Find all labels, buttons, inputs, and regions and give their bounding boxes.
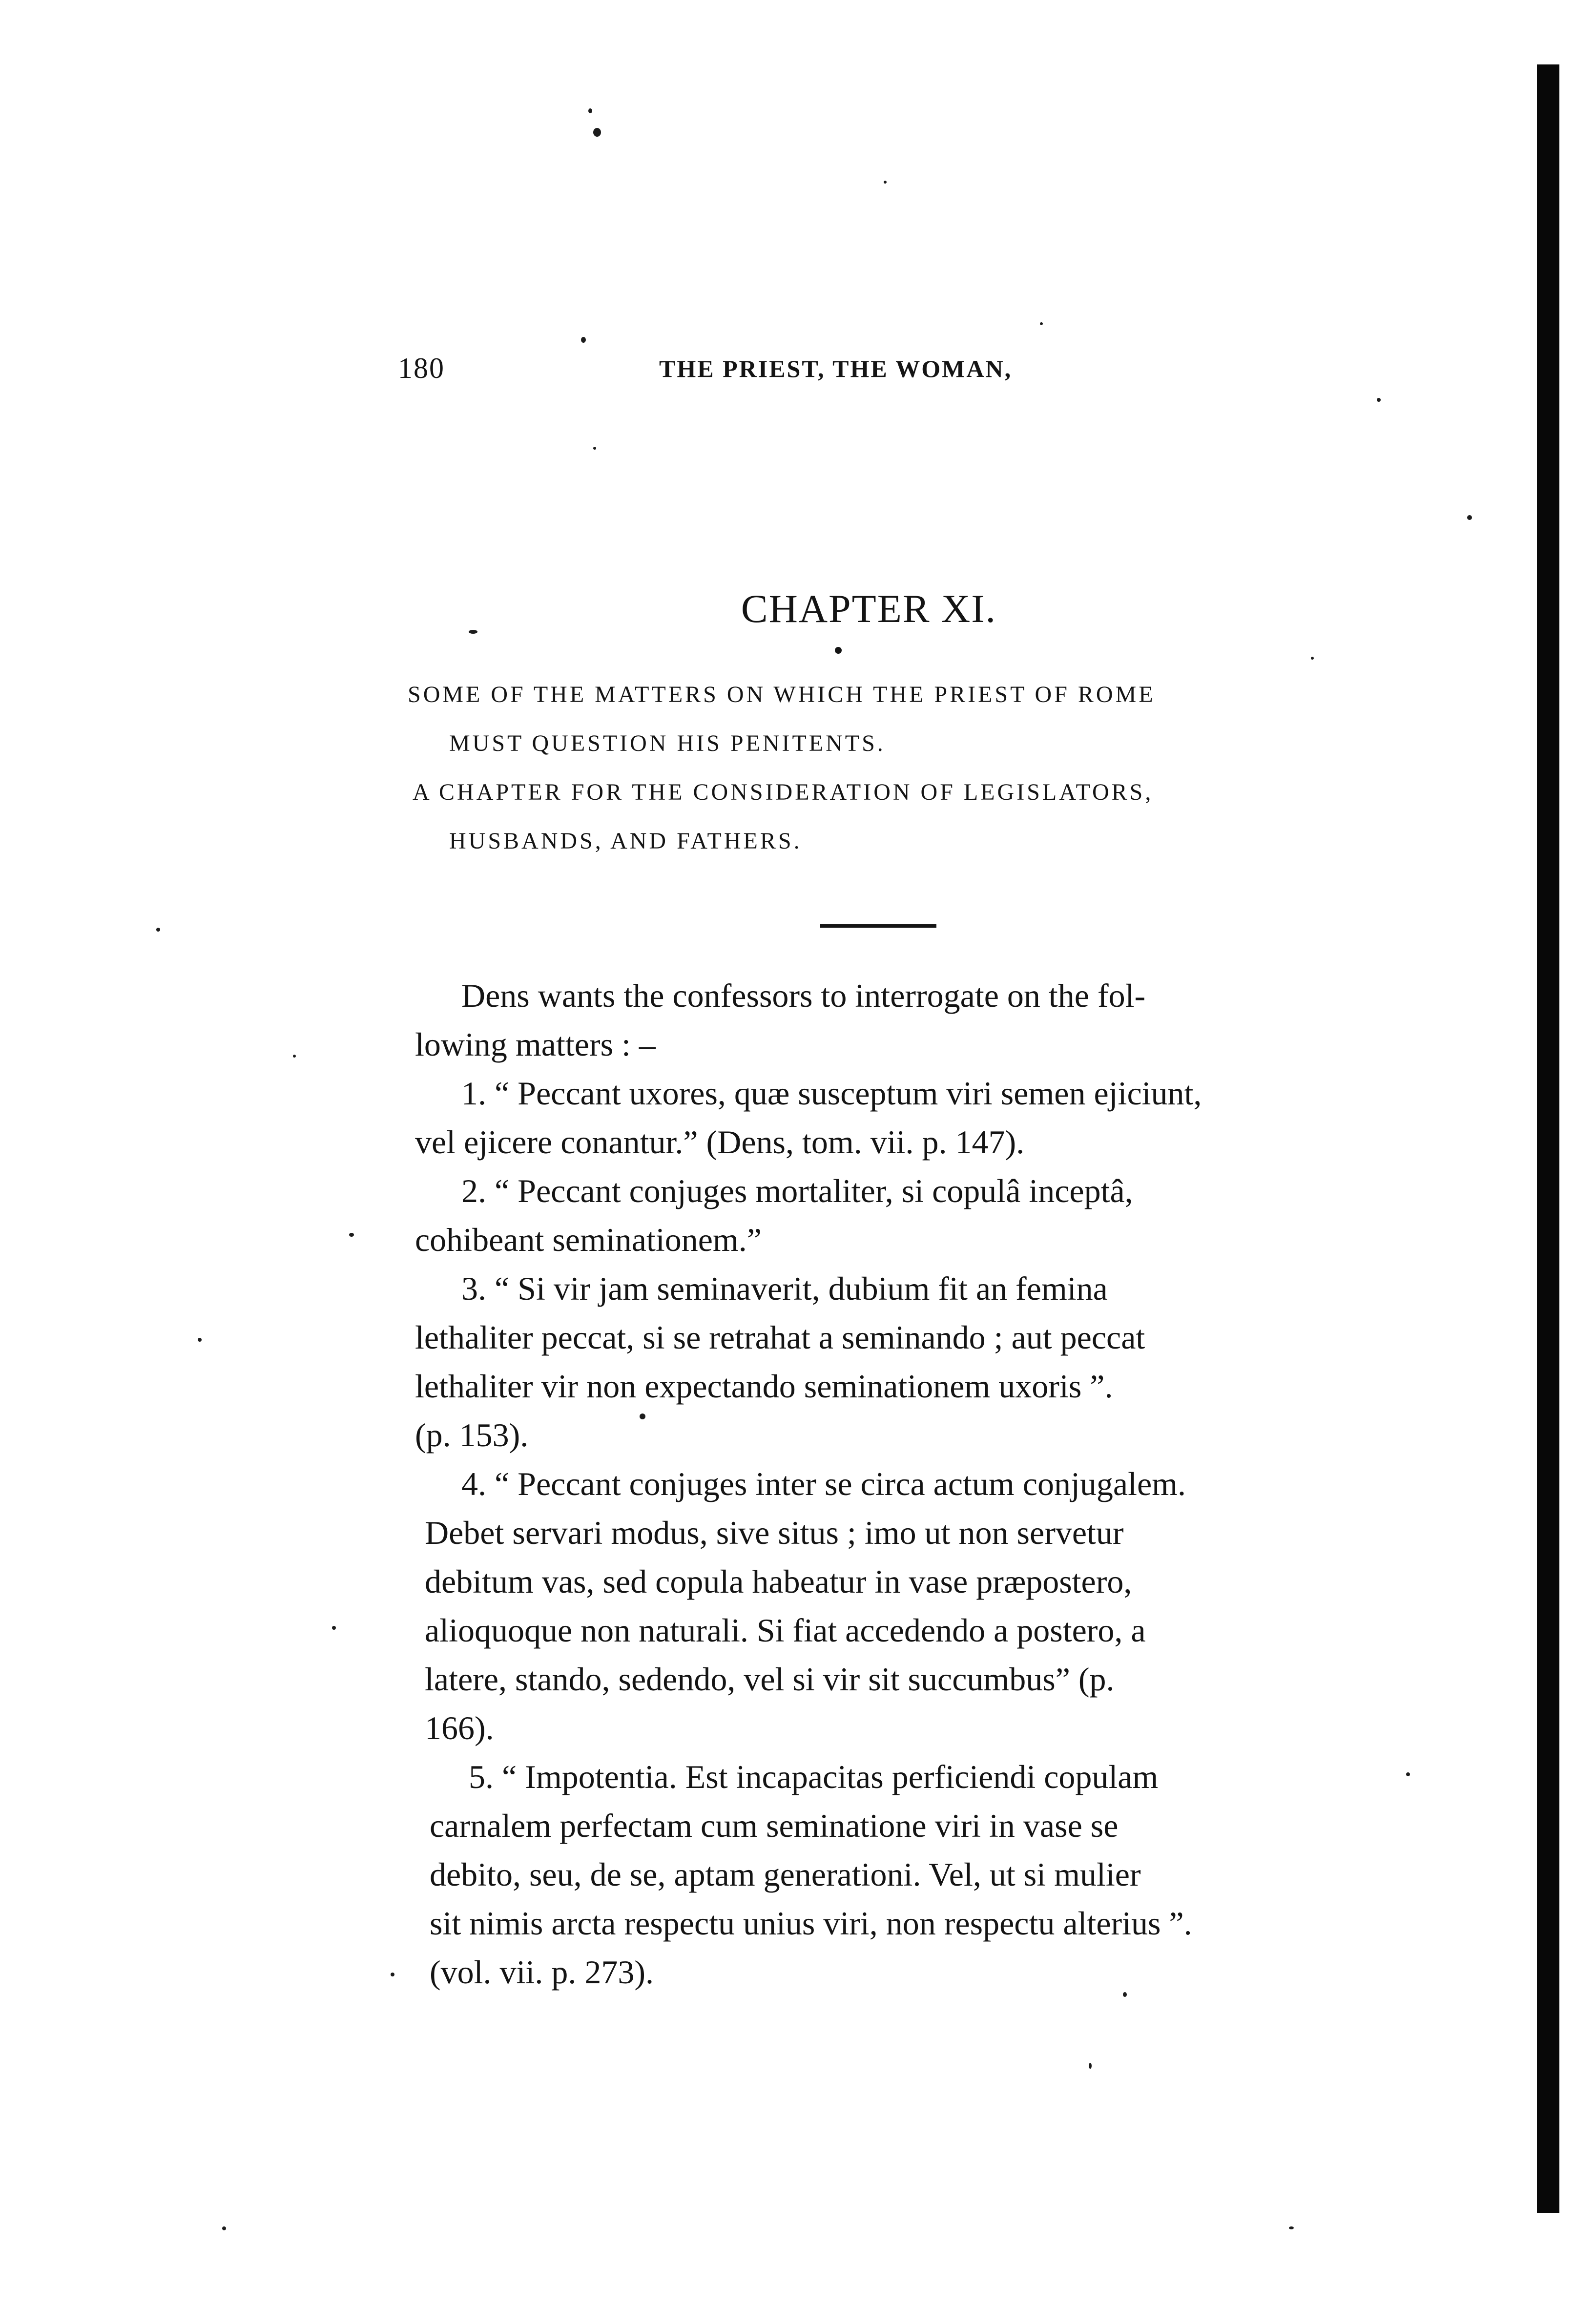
body-line: 3. “ Si vir jam seminaverit, dubium fit an femina (461, 1270, 1108, 1307)
scan-speck (593, 128, 601, 137)
scan-speck (1467, 515, 1472, 520)
scan-speck (293, 1055, 296, 1058)
body-line: vel ejicere conantur.” (Dens, tom. vii. p. 147). (415, 1123, 1025, 1161)
body-line: 1. “ Peccant uxores, quæ susceptum viri semen ejiciunt, (461, 1075, 1202, 1112)
body-line: (vol. vii. p. 273). (430, 1954, 654, 1991)
body-line: lethaliter vir non expectando seminationem uxoris ”. (415, 1368, 1113, 1405)
body-line: cohibeant seminationem.” (415, 1221, 762, 1258)
binding-edge (1537, 64, 1559, 2213)
body-line: carnalem perfectam cum seminatione viri in vase se (430, 1807, 1119, 1844)
body-line: debito, seu, de se, aptam generationi. Vel, ut si mulier (430, 1856, 1141, 1893)
body-line: Debet servari modus, sive situs ; imo ut non servetur (425, 1514, 1124, 1551)
body-line: sit nimis arcta respectu unius viri, non respectu alterius ”. (430, 1905, 1192, 1942)
running-title: THE PRIEST, THE WOMAN, (659, 355, 1013, 382)
scan-speck (391, 1973, 394, 1976)
scan-speck (332, 1626, 336, 1630)
page-number: 180 (398, 352, 445, 384)
body-line: 5. “ Impotentia. Est incapacitas perficiendi copulam (469, 1758, 1159, 1795)
chapter-subtitle-line: SOME OF THE MATTERS ON WHICH THE PRIEST OF ROME (408, 682, 1156, 707)
scan-speck (884, 181, 887, 184)
scan-speck (1089, 2063, 1092, 2069)
body-line: alioquoque non naturali. Si fiat accedendo a postero, a (425, 1612, 1146, 1649)
scan-speck (1311, 657, 1314, 660)
body-line: 2. “ Peccant conjuges mortaliter, si copulâ inceptâ, (461, 1172, 1133, 1209)
scan-speck (1377, 398, 1381, 402)
scan-speck (1406, 1772, 1410, 1776)
scan-speck (222, 2226, 226, 2230)
body-line: 4. “ Peccant conjuges inter se circa actum conjugalem. (461, 1465, 1186, 1502)
body-line: latere, stando, sedendo, vel si vir sit succumbus” (p. (425, 1661, 1115, 1698)
body-line: lethaliter peccat, si se retrahat a seminando ; aut peccat (415, 1319, 1145, 1356)
body-line: lowing matters : – (415, 1026, 656, 1063)
running-head (398, 352, 1145, 391)
scan-speck (156, 928, 160, 932)
scan-speck (581, 337, 586, 343)
scan-speck (1123, 1992, 1127, 1997)
scan-speck (349, 1233, 354, 1237)
body-line: debitum vas, sed copula habeatur in vase præpostero, (425, 1563, 1132, 1600)
scan-speck (588, 108, 592, 113)
chapter-subtitle-line: A CHAPTER FOR THE CONSIDERATION OF LEGISLATORS, (413, 779, 1154, 805)
scan-speck (1040, 322, 1043, 325)
scan-speck (640, 1413, 645, 1419)
scan-speck (1289, 2226, 1294, 2229)
scan-speck (593, 447, 596, 450)
scan-speck (198, 1338, 202, 1342)
body-line: (p. 153). (415, 1416, 529, 1454)
body-line: Dens wants the confessors to interrogate on the fol- (461, 977, 1146, 1014)
chapter-title: CHAPTER XI. (741, 586, 997, 631)
chapter-subtitle-line: HUSBANDS, AND FATHERS. (449, 828, 802, 854)
section-rule (820, 924, 936, 928)
chapter-subtitle-line: MUST QUESTION HIS PENITENTS. (449, 730, 886, 756)
body-line: 166). (425, 1709, 494, 1746)
ornament-dot (835, 647, 842, 654)
